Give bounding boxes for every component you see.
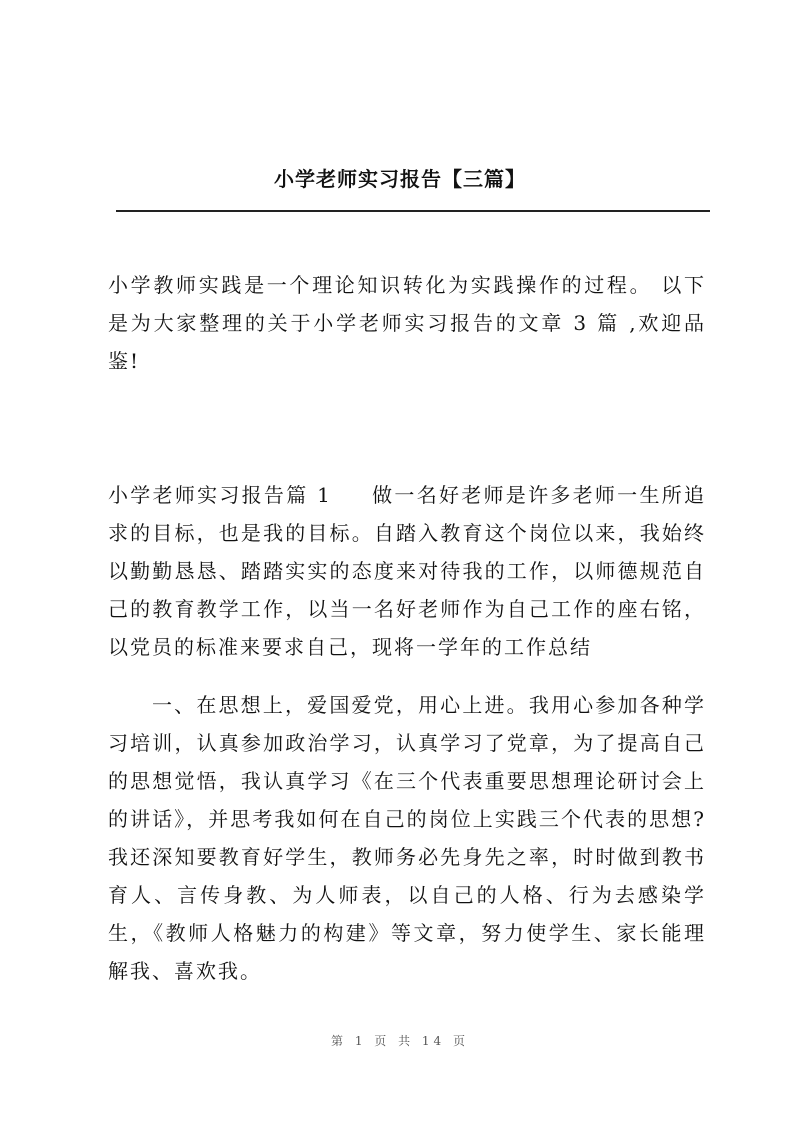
document-title: 小学老师实习报告【三篇】 [274,167,526,191]
section2-paragraph: 一、在思想上，爱国爱党，用心上进。我用心参加各种学习培训，认真参加政治学习，认真学习了党章，为了提高自己的思想觉悟，我认真学习《在三个代表重要思想理论研讨会上的讲话》，并思考我如何在自己的岗位上实践三个代表的思想?我还深知要教育好学生，教师务必先身先之率，时时做到教书育人、言传身教、为人师表，以自己的人格、行为去感染学生，《教师人格魅力的构建》等文章，努力使学生、家长能理解我、喜欢我。 [108,693,706,983]
page-footer: 第 1 页 共 14 页 [331,1034,469,1048]
section1-heading: 小学老师实习报告篇 1 [108,483,332,507]
section1-body: 做一名好老师是许多老师一生所追求的目标，也是我的目标。自踏入教育这个岗位以来，我始终以勤勤恳恳、踏踏实实的态度来对待我的工作，以师德规范自己的教育教学工作，以当一名好老师作为自己工作的座右铭，以党员的标准来要求自己，现将一学年的工作总结 [108,483,707,659]
title-divider [116,210,710,212]
section1-paragraph [108,476,706,666]
intro-paragraph: 小学教师实践是一个理论知识转化为实践操作的过程。 以下是为大家整理的关于小学老师实习报告的文章 3 篇 ,欢迎品鉴! [108,273,706,373]
